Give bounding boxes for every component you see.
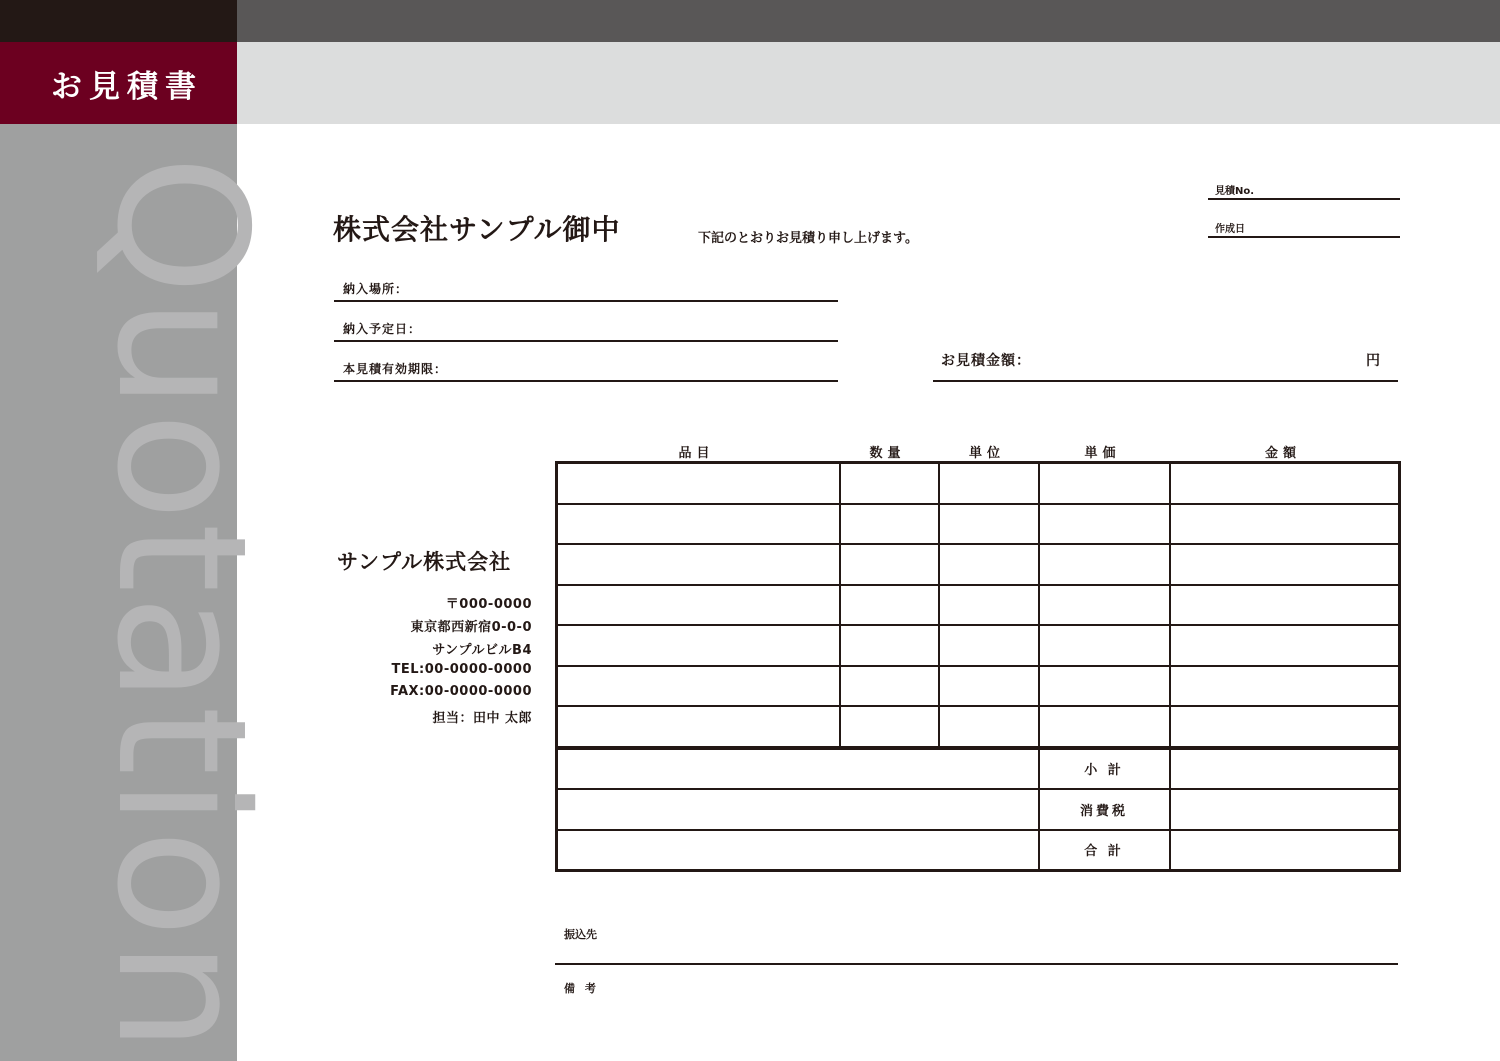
bank-transfer-divider (555, 963, 1398, 965)
cell-amount[interactable] (1170, 666, 1400, 707)
top-bar-gray (237, 0, 1500, 42)
column-header-unit: 単位 (968, 446, 1005, 461)
cell-amount[interactable] (1170, 706, 1400, 748)
subtotal-row (557, 748, 1400, 790)
cell-item[interactable] (557, 544, 840, 585)
top-bar-dark (0, 0, 237, 42)
issuer-building: サンプルビルB4 (432, 643, 532, 658)
quote-amount-field[interactable] (933, 344, 1398, 382)
cell-unit-price[interactable] (1039, 544, 1170, 585)
subtotal-label: 小 計 (1039, 748, 1170, 790)
cell-unit-price[interactable] (1039, 706, 1170, 748)
total-label: 合 計 (1039, 830, 1170, 871)
table-row (557, 504, 1400, 545)
issuer-address: 東京都西新宿0-0-0 (410, 620, 532, 635)
greeting-text: 下記のとおりお見積り申し上げます。 (698, 231, 918, 246)
document-title-block (0, 42, 237, 124)
notes-label: 備 考 (564, 982, 599, 995)
tax-label: 消費税 (1039, 789, 1170, 830)
cell-amount[interactable] (1170, 463, 1400, 504)
table-row (557, 625, 1400, 666)
cell-unit[interactable] (939, 625, 1039, 666)
document-title: お見積書 (51, 68, 203, 105)
cell-unit[interactable] (939, 706, 1039, 748)
header-band (237, 42, 1500, 124)
cell-unit[interactable] (939, 504, 1039, 545)
quote-number-label: 見積No. (1215, 186, 1255, 197)
created-date-field[interactable] (1208, 216, 1400, 238)
cell-unit-price[interactable] (1039, 585, 1170, 626)
summary-blank-cell (557, 789, 1039, 830)
column-header-quantity: 数量 (869, 446, 906, 461)
bank-transfer-label: 振込先 (564, 928, 597, 941)
issuer-fax: FAX:00-0000-0000 (390, 684, 532, 699)
total-row (557, 830, 1400, 871)
cell-item[interactable] (557, 625, 840, 666)
delivery-date-label: 納入予定日： (343, 322, 422, 336)
cell-amount[interactable] (1170, 544, 1400, 585)
quote-amount-label: お見積金額： (941, 353, 1031, 369)
subtotal-value[interactable] (1170, 748, 1400, 790)
issuer-contact-person: 担当：田中 太郎 (432, 711, 532, 726)
quotation-watermark: Quotation (78, 155, 285, 1055)
cell-quantity[interactable] (840, 544, 939, 585)
cell-quantity[interactable] (840, 706, 939, 748)
tax-row (557, 789, 1400, 830)
cell-item[interactable] (557, 706, 840, 748)
delivery-location-field[interactable] (334, 276, 838, 302)
cell-item[interactable] (557, 504, 840, 545)
cell-unit[interactable] (939, 463, 1039, 504)
yen-unit: 円 (1366, 353, 1380, 369)
table-row (557, 585, 1400, 626)
summary-blank-cell (557, 748, 1039, 790)
cell-amount[interactable] (1170, 585, 1400, 626)
cell-unit-price[interactable] (1039, 463, 1170, 504)
table-row (557, 706, 1400, 748)
cell-unit[interactable] (939, 666, 1039, 707)
cell-quantity[interactable] (840, 463, 939, 504)
issuer-postal-code: 〒000-0000 (445, 597, 532, 612)
delivery-date-field[interactable] (334, 316, 838, 342)
column-header-amount: 金額 (1264, 446, 1301, 461)
table-row (557, 544, 1400, 585)
table-row (557, 463, 1400, 504)
recipient-name: 株式会社サンプル御中 (333, 213, 621, 246)
cell-unit[interactable] (939, 544, 1039, 585)
cell-amount[interactable] (1170, 625, 1400, 666)
cell-unit-price[interactable] (1039, 504, 1170, 545)
issuer-tel: TEL:00-0000-0000 (391, 662, 532, 677)
delivery-location-label: 納入場所： (343, 282, 409, 296)
issuer-company-name: サンプル株式会社 (337, 550, 512, 574)
cell-unit[interactable] (939, 585, 1039, 626)
column-header-item: 品目 (678, 446, 715, 461)
quote-number-field[interactable] (1208, 178, 1400, 200)
cell-quantity[interactable] (840, 625, 939, 666)
cell-item[interactable] (557, 585, 840, 626)
cell-item[interactable] (557, 463, 840, 504)
validity-period-field[interactable] (334, 356, 838, 382)
created-date-label: 作成日 (1215, 224, 1245, 235)
total-value[interactable] (1170, 830, 1400, 871)
cell-quantity[interactable] (840, 585, 939, 626)
column-header-unit-price: 単価 (1084, 446, 1121, 461)
validity-period-label: 本見積有効期限： (343, 362, 448, 376)
cell-unit-price[interactable] (1039, 666, 1170, 707)
table-row (557, 666, 1400, 707)
cell-amount[interactable] (1170, 504, 1400, 545)
summary-blank-cell (557, 830, 1039, 871)
cell-quantity[interactable] (840, 504, 939, 545)
tax-value[interactable] (1170, 789, 1400, 830)
cell-unit-price[interactable] (1039, 625, 1170, 666)
line-items-table (555, 461, 1401, 872)
cell-item[interactable] (557, 666, 840, 707)
cell-quantity[interactable] (840, 666, 939, 707)
